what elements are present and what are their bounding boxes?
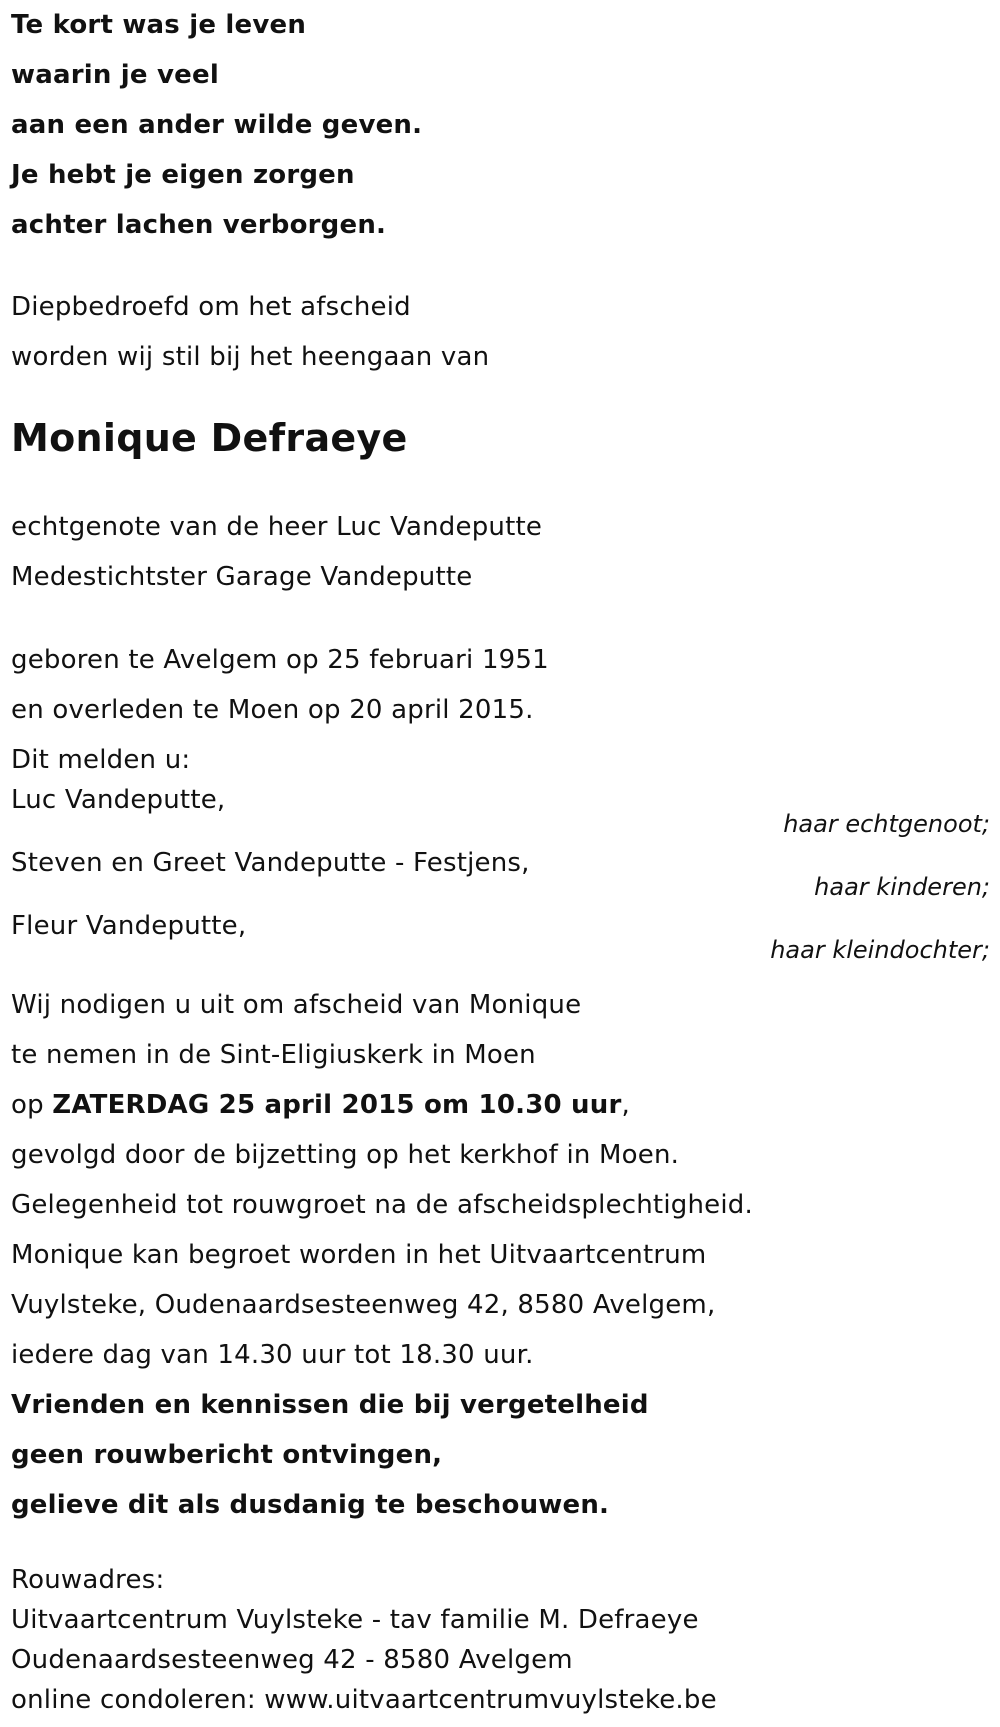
- poem-line-5: achter lachen verborgen.: [11, 210, 387, 240]
- announcer-role-1: haar echtgenoot;: [783, 810, 990, 838]
- ceremony-date-suffix: ,: [621, 1090, 630, 1120]
- ceremony-line-4: gevolgd door de bijzetting op het kerkhof in Moen.: [11, 1140, 680, 1170]
- notice-line-2: geen rouwbericht ontvingen,: [11, 1440, 443, 1470]
- address-line-3: online condoleren: www.uitvaartcentrumvuylsteke.be: [11, 1685, 717, 1715]
- ceremony-date-prefix: op: [11, 1090, 53, 1120]
- ceremony-line-1: Wij nodigen u uit om afscheid van Monique: [11, 990, 582, 1020]
- announcers-heading: Dit melden u:: [11, 745, 191, 775]
- intro-line-1: Diepbedroefd om het afscheid: [11, 292, 411, 322]
- deceased-name: Monique Defraeye: [11, 416, 408, 460]
- poem-line-4: Je hebt je eigen zorgen: [11, 160, 355, 190]
- poem-line-2: waarin je veel: [11, 60, 219, 90]
- intro-line-2: worden wij stil bij het heengaan van: [11, 342, 490, 372]
- ceremony-line-6: Monique kan begroet worden in het Uitvaartcentrum: [11, 1240, 707, 1270]
- deceased-died: en overleden te Moen op 20 april 2015.: [11, 695, 534, 725]
- deceased-title: Medestichtster Garage Vandeputte: [11, 562, 473, 592]
- address-line-1: Uitvaartcentrum Vuylsteke - tav familie M. Defraeye: [11, 1605, 699, 1635]
- address-line-2: Oudenaardsesteenweg 42 - 8580 Avelgem: [11, 1645, 573, 1675]
- poem-line-3: aan een ander wilde geven.: [11, 110, 423, 140]
- announcer-name-3: Fleur Vandeputte,: [11, 911, 247, 941]
- ceremony-line-8: iedere dag van 14.30 uur tot 18.30 uur.: [11, 1340, 534, 1370]
- deceased-born: geboren te Avelgem op 25 februari 1951: [11, 645, 549, 675]
- announcer-name-1: Luc Vandeputte,: [11, 785, 226, 815]
- deceased-relation: echtgenote van de heer Luc Vandeputte: [11, 512, 543, 542]
- ceremony-date-line: [11, 1090, 630, 1120]
- ceremony-line-7: Vuylsteke, Oudenaardsesteenweg 42, 8580 Avelgem,: [11, 1290, 716, 1320]
- ceremony-line-2: te nemen in de Sint-Eligiuskerk in Moen: [11, 1040, 536, 1070]
- poem-line-1: Te kort was je leven: [11, 10, 307, 40]
- announcer-name-2: Steven en Greet Vandeputte - Festjens,: [11, 848, 530, 878]
- ceremony-line-5: Gelegenheid tot rouwgroet na de afscheidsplechtigheid.: [11, 1190, 753, 1220]
- ceremony-date: ZATERDAG 25 april 2015 om 10.30 uur: [52, 1090, 622, 1120]
- announcer-role-3: haar kleindochter;: [770, 936, 990, 964]
- notice-line-1: Vrienden en kennissen die bij vergetelheid: [11, 1390, 649, 1420]
- announcer-role-2: haar kinderen;: [814, 873, 990, 901]
- notice-line-3: gelieve dit als dusdanig te beschouwen.: [11, 1490, 610, 1520]
- address-heading: Rouwadres:: [11, 1565, 165, 1595]
